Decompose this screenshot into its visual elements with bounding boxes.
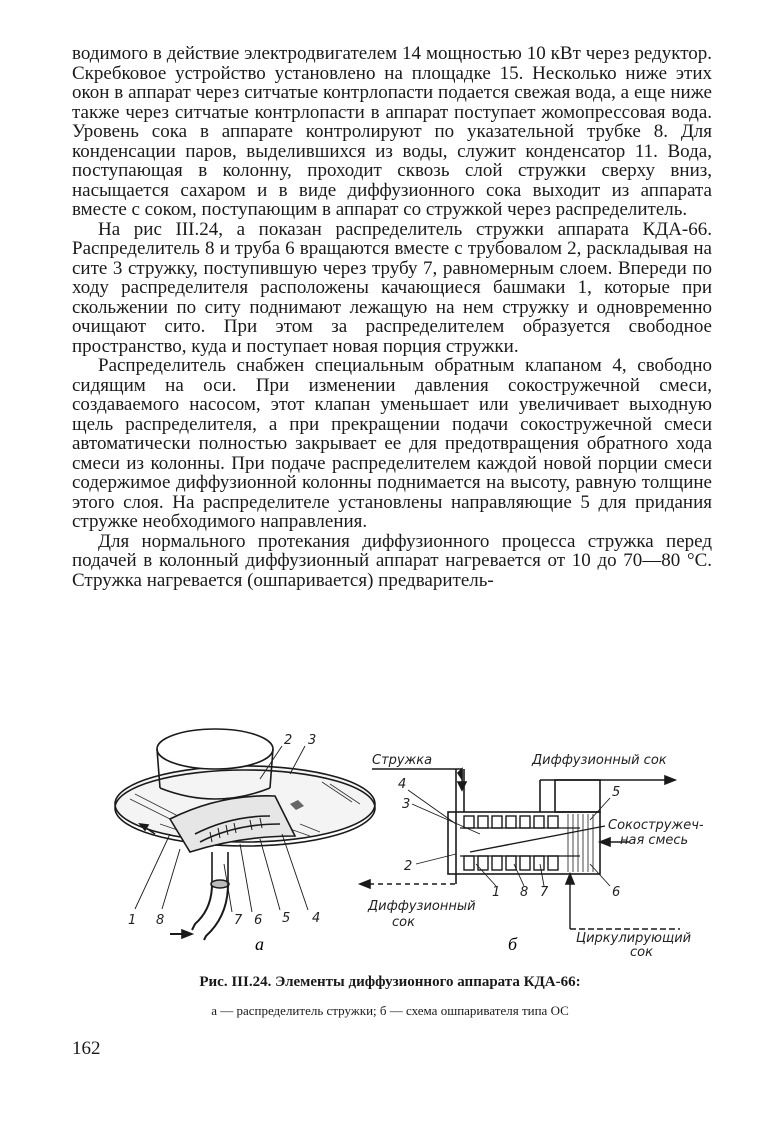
callout-1-a: 1 <box>128 913 137 928</box>
label-mixture-line2: ная смесь <box>620 833 689 848</box>
figure-caption: Рис. III.24. Элементы диффузионного аппарата КДА-66: <box>199 974 581 990</box>
paragraph-4: Для нормального протекания диффузионного процесса стружка перед подачей в колонный диффузионный аппарат нагревается от 10 до 70—80 °С. Стружка нагревается (ошпаривается) предваритель- <box>72 530 712 591</box>
label-diffusion-juice-bottom-2: сок <box>392 915 415 930</box>
paragraph-2: На рис III.24, а показан распределитель стружки аппарата КДА-66. Распределитель 8 и труба 6 вращаются вместе с трубовалом 2, раскладывая на сите 3 стружку, поступившую через трубу 7, равномерным слоем. Впереди по ходу распределителя расположены качающиеся башмаки 1, которые при скольжении по ситу поднимают лежащую на нем стружку и одновременно очищают сито. При этом за распределителем образуется свободное пространство, куда и поступает новая порция стружки. <box>72 218 712 357</box>
distributor-drawing <box>115 729 375 940</box>
figure-iii-24 <box>100 724 720 969</box>
label-mixture-line1: Сокостружеч- <box>608 818 704 833</box>
callout-3-b: 3 <box>402 797 411 812</box>
label-circulating-1: Циркулирующий <box>576 931 692 946</box>
label-diffusion-juice-bottom-1: Диффузионный <box>368 899 476 914</box>
figure-label-a: а <box>255 934 264 954</box>
paragraph-1: водимого в действие электродвигателем 14 мощностью 10 кВт через редуктор. Скребковое устройство установлено на площадке 15. Несколько ниже этих окон в аппарат через ситчатые контрлопасти подается свежая вода, а еще ниже также через ситчатые контрлопасти в аппарат поступает жомопрессовая вода. Уровень сока в аппарате контролируют по указательной трубке 8. Для конденсации паров, выделившихся из воды, служит конденсатор 11. Вода, поступающая в колонну, проходит сквозь слой стружки сверху вниз, насыщается сахаром и в виде диффузионного сока выходит из аппарата вместе с соком, поступающим в аппарат со стружкой через распределитель. <box>72 43 712 220</box>
label-circulating-2: сок <box>630 945 653 960</box>
callout-4-b: 4 <box>398 777 407 792</box>
callout-6-a: 6 <box>254 913 263 928</box>
callout-5-b: 5 <box>612 785 621 800</box>
callout-7-b: 7 <box>540 885 549 900</box>
callout-4-a: 4 <box>312 911 321 926</box>
callout-6-b: 6 <box>612 885 621 900</box>
callout-8-a: 8 <box>156 913 165 928</box>
callout-8-b: 8 <box>520 885 529 900</box>
callout-3-a: 3 <box>308 733 317 748</box>
callout-2-b: 2 <box>404 859 413 874</box>
label-chips: Стружка <box>372 753 433 768</box>
figure-subcaption: а — распределитель стружки; б — схема ошпаривателя типа ОС <box>211 1003 569 1018</box>
callout-2-a: 2 <box>284 733 293 748</box>
paragraph-3: Распределитель снабжен специальным обратным клапаном 4, свободно сидящим на оси. При изменении давления сокостружечной смеси, создаваемого насосом, этот клапан уменьшает или увеличивает выходную щель распределителя, а при прекращении подачи сокостружечной смеси автоматически полностью закрывает ее для предотвращения обратного хода смеси из колонны. При подаче распределителем каждой новой порции смеси содержимое диффузионной колонны поднимается на высоту, равную толщине этого слоя. На распределителе установлены направляющие 5 для придания стружке необходимого направления. <box>72 355 712 532</box>
body-text <box>72 44 712 590</box>
figure-label-b: б <box>508 934 518 954</box>
callout-1-b: 1 <box>492 885 501 900</box>
callout-5-a: 5 <box>282 911 291 926</box>
label-diffusion-juice-top: Диффузионный сок <box>532 753 667 768</box>
callout-7-a: 7 <box>234 913 243 928</box>
page-number: 162 <box>72 1038 101 1059</box>
